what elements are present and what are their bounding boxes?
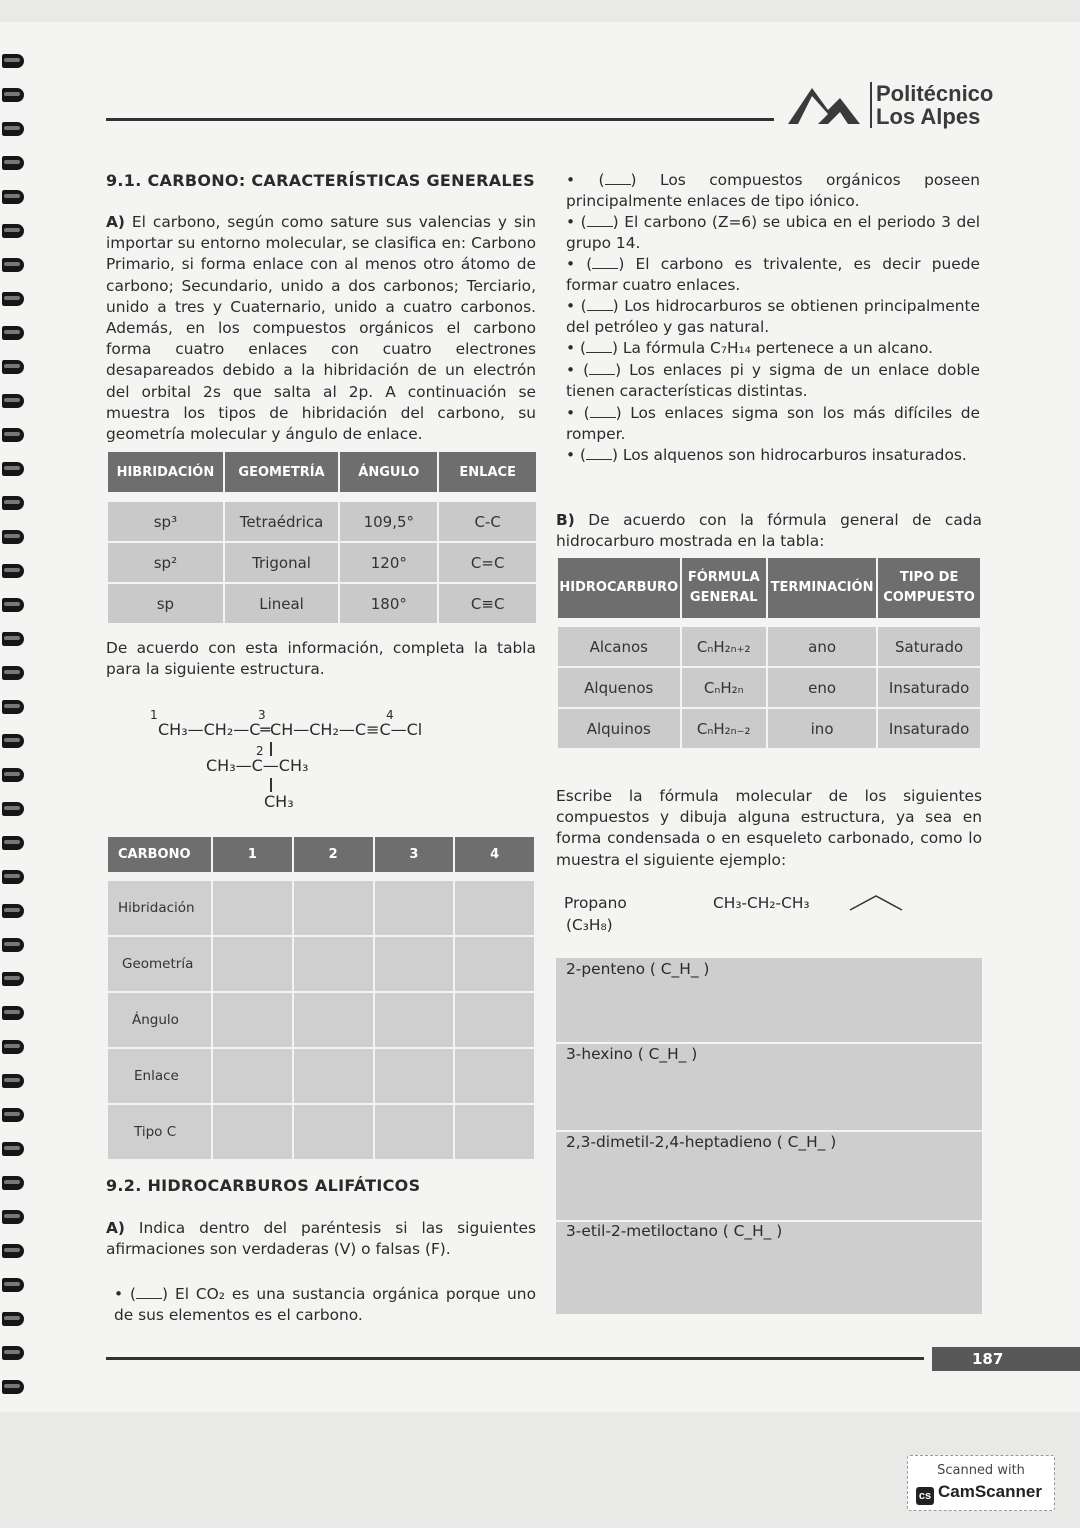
camscanner-icon: cs <box>916 1487 934 1505</box>
table-row <box>107 880 535 936</box>
table-row <box>107 1104 535 1160</box>
table-cell: Alquenos <box>557 667 681 708</box>
statement-text: El carbono es trivalente, es decir puede formar cuatro enlaces. <box>566 255 981 295</box>
answer-cell[interactable] <box>293 992 374 1048</box>
scanner-brand <box>916 1482 1042 1505</box>
row-label: Hibridación <box>107 880 212 936</box>
structure-instruction: De acuerdo con esta información, completa la tabla para la siguiente estructura. <box>106 639 536 679</box>
table-cell: C-C <box>438 501 537 542</box>
exercise-label: 2-penteno ( C_H_ ) <box>566 960 710 978</box>
brand-line2: Los Alpes <box>876 104 981 129</box>
chemical-structure <box>150 706 530 816</box>
zigzag-skeleton-icon <box>848 892 904 914</box>
answer-cell[interactable] <box>454 936 535 992</box>
answer-blank[interactable] <box>136 1286 162 1299</box>
carbon-number-4: 4 <box>386 708 394 722</box>
table-cell: Insaturado <box>877 708 981 749</box>
answer-cell[interactable] <box>293 1048 374 1104</box>
section2-a-instruction <box>106 1218 536 1260</box>
structure-main-chain: CH₃—CH₂—C═CH—CH₂—C≡C—Cl <box>158 720 423 739</box>
bond-vertical-1 <box>270 742 272 756</box>
brand-line1: Politécnico <box>876 81 994 106</box>
row-label: Enlace <box>107 1048 212 1104</box>
section2-title: 9.2. HIDROCARBUROS ALIFÁTICOS <box>106 1176 421 1195</box>
table-cell: CₙH₂ₙ₋₂ <box>681 708 767 749</box>
carbon-header-4: 4 <box>454 836 535 873</box>
scanner-line2: CamScanner <box>938 1482 1042 1501</box>
answer-cell[interactable] <box>212 992 293 1048</box>
footer-rule <box>106 1357 924 1360</box>
answer-blank[interactable] <box>587 298 613 311</box>
hyb-header-0: HIBRIDACIÓN <box>107 451 224 493</box>
answer-blank[interactable] <box>592 256 618 269</box>
table-cell: CₙH₂ₙ₊₂ <box>681 626 767 667</box>
statement-3: • ( ) El carbono es trivalente, es decir puede formar cuatro enlaces. <box>566 255 981 295</box>
a-label: A) <box>106 1219 125 1237</box>
example-formula: (C₃H₈) <box>566 916 613 934</box>
table-cell: Saturado <box>877 626 981 667</box>
table-row <box>107 501 537 542</box>
header-rule <box>106 118 774 121</box>
table-cell: 120° <box>339 542 438 583</box>
statement-text: El CO₂ es una sustancia orgánica porque uno de sus elementos es el carbono. <box>114 1285 536 1325</box>
hyb-header-3: ENLACE <box>438 451 537 493</box>
table-cell: Trigonal <box>224 542 339 583</box>
write-instruction: Escribe la fórmula molecular de los siguientes compuestos y dibuja alguna estructura, ya sea en forma condensada o en esqueleto carbonado, como lo muestra el siguiente ejemplo: <box>556 787 982 869</box>
spiral-binding <box>0 40 26 1410</box>
answer-cell[interactable] <box>374 936 455 992</box>
hc-header-1: FÓRMULA GENERAL <box>681 557 767 619</box>
example-name: Propano <box>564 894 627 912</box>
answer-cell[interactable] <box>454 880 535 936</box>
exercise-box-1[interactable] <box>556 1044 982 1130</box>
b-label: B) <box>556 511 575 529</box>
statement-7: • ( ) Los enlaces sigma son los más difíciles de romper. <box>566 404 980 444</box>
statement-8: • ( ) Los alquenos son hidrocarburos insaturados. <box>566 446 967 464</box>
exercise-label: 2,3-dimetil-2,4-heptadieno ( C_H_ ) <box>566 1133 837 1151</box>
scanner-line1: Scanned with <box>937 1463 1025 1478</box>
hyb-header-1: GEOMETRÍA <box>224 451 339 493</box>
statement-0: • ( ) El CO₂ es una sustancia orgánica porque uno de sus elementos es el carbono. <box>114 1285 536 1325</box>
section2-b-instruction <box>556 510 982 552</box>
exercise-box-3[interactable] <box>556 1222 982 1314</box>
answer-cell[interactable] <box>454 992 535 1048</box>
answer-blank[interactable] <box>586 340 612 353</box>
example-condensed: CH₃-CH₂-CH₃ <box>713 894 810 912</box>
answer-cell[interactable] <box>374 1048 455 1104</box>
table-row <box>557 667 981 708</box>
statement-text: La fórmula C₇H₁₄ pertenece a un alcano. <box>622 339 933 357</box>
answer-cell[interactable] <box>293 936 374 992</box>
statement-text: Los enlaces sigma son los más difíciles de romper. <box>566 404 980 444</box>
answer-blank[interactable] <box>605 172 631 185</box>
answer-cell[interactable] <box>374 992 455 1048</box>
table-cell: 180° <box>339 583 438 624</box>
table-cell: C=C <box>438 542 537 583</box>
page-number: 187 <box>932 1347 1080 1371</box>
table-row <box>107 583 537 624</box>
exercise-label: 3-hexino ( C_H_ ) <box>566 1045 698 1063</box>
intro-text: El carbono, según como sature sus valencias y sin importar su entorno molecular, se clasifica en: Carbono Primario, si forma enlace con al menos otro átomo de carbono; Secundario, unido a dos carbonos; Terciario, unido a tres y Cuaternario, unido a cuatro carbonos. Además, en los compuestos orgánicos el carbono forma cuatro enlaces con cuatro electrones desapareados debido a la hibridación de un electrón del orbital 2s que salta al 2p. A continuación se muestra los tipos de hibridación del carbono, su geometría molecular y ángulo de enlace. <box>106 213 536 444</box>
statement-text: Los alquenos son hidrocarburos insaturados. <box>622 446 967 464</box>
b-text: De acuerdo con la fórmula general de cada hidrocarburo mostrada en la tabla: <box>556 511 982 551</box>
section1-title: 9.1. CARBONO: CARACTERÍSTICAS GENERALES <box>106 171 535 190</box>
statement-5: • ( ) La fórmula C₇H₁₄ pertenece a un alcano. <box>566 339 933 357</box>
row-label: Geometría <box>107 936 212 992</box>
answer-blank[interactable] <box>587 214 613 227</box>
table-cell: sp <box>107 583 224 624</box>
hydrocarbon-table <box>556 556 982 750</box>
statement-text: Los compuestos orgánicos poseen principalmente enlaces de tipo iónico. <box>566 171 980 211</box>
carbon-number-3: 3 <box>258 708 266 722</box>
structure-bottom-methyl: CH₃ <box>264 792 294 811</box>
table-cell: ino <box>767 708 877 749</box>
section1-intro <box>106 212 536 445</box>
bond-vertical-2 <box>270 778 272 792</box>
carbon-header-2: 2 <box>293 836 374 873</box>
carbon-header-3: 3 <box>374 836 455 873</box>
hyb-header-2: ÁNGULO <box>339 451 438 493</box>
carbon-number-1: 1 <box>150 708 158 722</box>
table-cell: CₙH₂ₙ <box>681 667 767 708</box>
answer-blank[interactable] <box>586 447 612 460</box>
carbon-header-1: 1 <box>212 836 293 873</box>
hc-header-2: TERMINACIÓN <box>767 557 877 619</box>
exercise-label: 3-etil-2-metiloctano ( C_H_ ) <box>566 1222 783 1240</box>
answer-cell[interactable] <box>212 936 293 992</box>
table-row <box>107 936 535 992</box>
hc-header-0: HIDROCARBURO <box>557 557 681 619</box>
brand-name <box>870 82 993 128</box>
exercise-box-2[interactable] <box>556 1132 982 1220</box>
answer-cell[interactable] <box>293 1104 374 1160</box>
statement-1: • ( ) Los compuestos orgánicos poseen principalmente enlaces de tipo iónico. <box>566 171 980 211</box>
a-text: Indica dentro del paréntesis si las siguientes afirmaciones son verdaderas (V) o falsas (F). <box>106 1219 536 1259</box>
statement-text: El carbono (Z=6) se ubica en el periodo 3 del grupo 14. <box>566 213 981 253</box>
statement-4: • ( ) Los hidrocarburos se obtienen principalmente del petróleo y gas natural. <box>566 297 980 337</box>
answer-cell[interactable] <box>212 1048 293 1104</box>
answer-blank[interactable] <box>590 405 616 418</box>
table-cell: Tetraédrica <box>224 501 339 542</box>
table-cell: C≡C <box>438 583 537 624</box>
hc-header-3: TIPO DE COMPUESTO <box>877 557 981 619</box>
answer-cell[interactable] <box>454 1048 535 1104</box>
table-cell: Alcanos <box>557 626 681 667</box>
table-row <box>557 708 981 749</box>
mountain-logo-icon <box>788 84 868 126</box>
table-cell: ano <box>767 626 877 667</box>
statement-text: Los hidrocarburos se obtienen principalmente del petróleo y gas natural. <box>566 297 980 337</box>
table-cell: 109,5° <box>339 501 438 542</box>
table-row <box>107 1048 535 1104</box>
statement-6: • ( ) Los enlaces pi y sigma de un enlace doble tienen características distintas. <box>566 361 980 401</box>
row-label: Ángulo <box>107 992 212 1048</box>
exercise-box-0[interactable] <box>556 958 982 1042</box>
table-cell: sp² <box>107 542 224 583</box>
carbon-header-0: CARBONO <box>107 836 212 873</box>
answer-blank[interactable] <box>589 362 615 375</box>
table-row <box>107 992 535 1048</box>
carbon-analysis-table <box>106 835 536 1161</box>
table-cell: sp³ <box>107 501 224 542</box>
table-row <box>107 542 537 583</box>
answer-cell[interactable] <box>374 1104 455 1160</box>
table-cell: eno <box>767 667 877 708</box>
answer-cell[interactable] <box>212 880 293 936</box>
answer-cell[interactable] <box>374 880 455 936</box>
table-cell: Alquinos <box>557 708 681 749</box>
table-row <box>557 626 981 667</box>
hybridization-table <box>106 450 538 625</box>
answer-cell[interactable] <box>293 880 374 936</box>
carbon-number-2: 2 <box>256 744 264 758</box>
statement-2: • ( ) El carbono (Z=6) se ubica en el periodo 3 del grupo 14. <box>566 213 981 253</box>
table-cell: Lineal <box>224 583 339 624</box>
intro-label: A) <box>106 213 125 231</box>
scanner-watermark <box>907 1455 1055 1511</box>
statement-text: Los enlaces pi y sigma de un enlace doble tienen características distintas. <box>566 361 980 401</box>
table-cell: Insaturado <box>877 667 981 708</box>
answer-cell[interactable] <box>212 1104 293 1160</box>
row-label: Tipo C <box>107 1104 212 1160</box>
answer-cell[interactable] <box>454 1104 535 1160</box>
structure-branch: CH₃—C—CH₃ <box>206 756 309 775</box>
